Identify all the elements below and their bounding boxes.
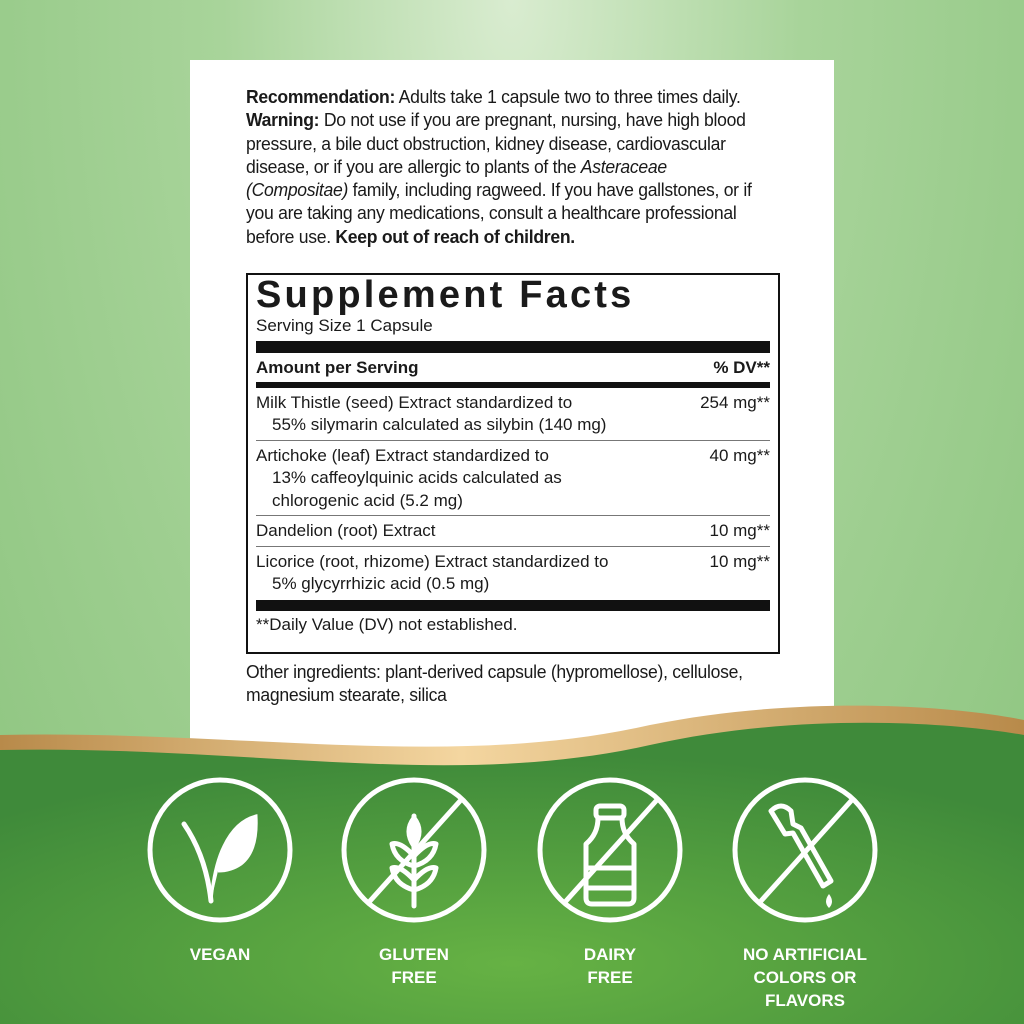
facts-footnote: **Daily Value (DV) not established. [256,614,518,634]
badge-label: DAIRY FREE [583,945,637,987]
ingredient-amount: 10 mg** [709,521,770,540]
ingredient-amount: 10 mg** [709,551,770,571]
ingredient-amount: 40 mg** [709,445,770,465]
ingredient-line: 55% silymarin calculated as silybin (140 mg) [272,415,607,434]
ingredient-amount: 254 mg** [700,392,770,412]
no-gluten-icon [340,776,488,924]
ingredient-line: Milk Thistle (seed) Extract standardized to [256,392,573,412]
ingredient-line: chlorogenic acid (5.2 mg) [272,490,463,510]
ingredient-line: 13% caffeoylquinic acids calculated as [272,468,562,487]
ingredient-line: Artichoke (leaf) Extract standardized to [256,445,549,465]
no-artificial-dropper-icon [731,776,879,924]
ingredient-line: 5% glycyrrhizic acid (0.5 mg) [272,574,490,593]
warning-text: Recommendation: Adults take 1 capsule two to three times daily. Warning: Do not use if you are pregnant, nursing, have high blood pressure, a bile duct obstruction, kidney disease, cardiovascular disease, or if you are allergic to plants of the Asteraceae (Compositae) family, including ragweed. If you have gallstones, or if you are taking any medications, consult a healthcare professional before use. Keep out of reach of children. [246,86,752,247]
badge-label: GLUTEN FREE [379,945,449,987]
other-ingredients: Other ingredients: plant-derived capsule (hypromellose), cellulose, magnesium stearate, silica [246,661,743,706]
ingredient-line: Dandelion (root) Extract [256,521,436,540]
facts-header-row: Amount per Serving % DV** [256,358,770,377]
serving-size: Serving Size 1 Capsule [256,316,433,335]
badge-label: NO ARTIFICIAL COLORS OR FLAVORS [742,945,868,1010]
facts-title: Supplement Facts [256,274,635,316]
vegan-leaf-icon [146,776,294,924]
no-dairy-icon [536,776,684,924]
ingredient-line: Licorice (root, rhizome) Extract standardized to [256,551,609,571]
badge-label: VEGAN [189,945,251,964]
